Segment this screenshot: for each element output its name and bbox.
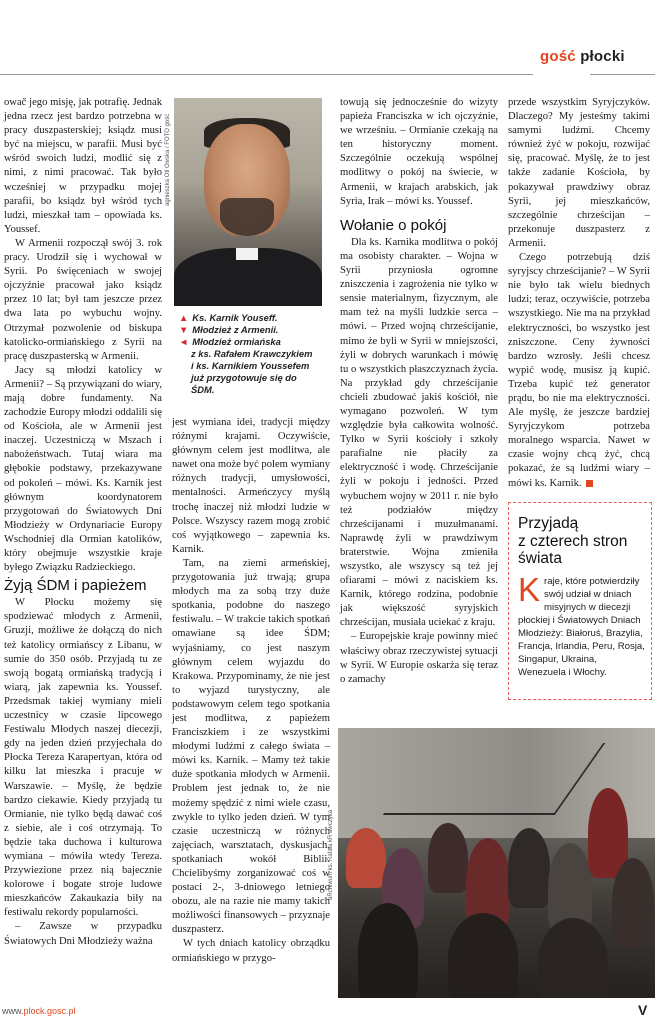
section-heading-sdm: Żyją ŚDM i papieżem: [4, 577, 147, 595]
photo2-person: [358, 903, 418, 998]
photo2-person: [346, 828, 386, 888]
arrow-down-icon: ▼: [179, 324, 189, 335]
photo-caption: [179, 312, 324, 396]
magazine-logo: [540, 48, 625, 65]
col1-paragraph: W Armenii rozpoczął swój 3. rok pracy. Urodził się i wychował w Syrii. Po święceniach w swojej ojczyźnie pracował jako ksiądz przez 10 lat; był tam jeszcze przez dwa lata po wybuchu wojny. Otrzymał pozwolenie od biskupa katolicko-ormiańskiego z Syrii na pracę duszpasterską w Armenii.: [4, 237, 162, 362]
col3-paragraph: Dla ks. Karnika modlitwa o pokój ma osobisty charakter. – Wojna w Syrii przyniosła ogromne zniszczenia i zagrożenia nie tylko w sensie materialnym, fizycznym, ale mam też na myśli ludzkie serca – mówi. – Przed wojną chrześcijanie, mimo że byli w Syrii w mniejszości, żyli w dobrych warunkach i mówię tu o wszystkich płaszczyznach życia. Na przykład gdy chrześcijanie chcieli zbudować jakiś kościół, nie wymagano pozwoleń. W tym względzie była całkowita wolność. Tylko w Syrii kościoły i szkoły parafialne nie płaciły za elektryczność i wodę. Chrześcijanie żyli w pokoju i jedności. Przed wybuchem wojny w 2011 r. nie było też podziałów między chrześcijanami i muzułmanami. Naprawdę żyli w prawdziwym braterstwie. Wojna zmieniła wszystko, ale wszyscy są też jej ofiarami – mówi z naciskiem ks. Karnik, którego rodzina, podobnie jak większość syryjskich chrześcijan, musiała uciekać z kraju.: [340, 236, 498, 629]
photo2-person: [428, 823, 468, 893]
caption-line: ŚDM.: [191, 384, 215, 395]
caption-line: i ks. Karnikiem Youssefem: [191, 360, 310, 371]
caption-line: z ks. Rafałem Krawczykiem: [191, 348, 313, 359]
col3-paragraph: towują się jednocześnie do wizyty papieża Franciszka w ich ojczyźnie, we wrześniu. – Ormianie czekają na ten historyczny moment. Szczególnie oczekują wspólnej modlitwy o pokój na świecie, w Armenii, w krajach arabskich, jak Syria, Irak – mówi ks. Youssef.: [340, 97, 498, 207]
photo-collar: [236, 248, 258, 260]
col4-paragraph: Czego potrzebują dziś syryjscy chrześcijanie? – W Syrii nie było tak wielu biednych ludzi; teraz, oczywiście, potrzeba wszystkiego. Nie ma na przykład elektryczności, bo wszystko jest zniszczone. Ceny żywności bardzo wzrosły. Jeśli chcesz wypić wodę, musisz ją kupić. Trzeba kupić też generator prądu, bo nie ma elektryczności. Ale myślę, że jeszcze bardziej Syryjczykom potrzeba moralnego wsparcia. Nawet w czasie wojny chcą żyć, chcą pokazać, że są ludźmi wiary – mówi ks. Karnik.: [508, 252, 650, 489]
page-number: V: [638, 1002, 648, 1018]
article-column-3: [340, 96, 498, 687]
article-column-4: [508, 96, 650, 491]
group-photo-armenian-youth: [338, 728, 655, 998]
header-rule-right: [590, 74, 655, 75]
article-column-1: [4, 96, 162, 949]
logo-edition: płocki: [580, 48, 625, 65]
article-column-2: [172, 416, 330, 966]
caption-line: ▼ Młodzież z Armenii.: [179, 324, 279, 335]
section-heading-peace: Wołanie o pokój: [340, 216, 447, 234]
arrow-up-icon: ▲: [179, 312, 189, 323]
box-text: Kraje, które potwierdziły swój udział w dniach misyjnych w diecezji płockiej i Światowych Dniach Młodzieży: Białoruś, Brazylia, Francja, Irlandia, Peru, Rosja, Singapur, Ukraina, Wenezuela i Włochy.: [518, 571, 645, 678]
col1-paragraph: – Zawsze w przypadku Światowych Dni Młodzieży ważna: [4, 921, 162, 947]
caption-line: ▲ Ks. Karnik Youseff.: [179, 312, 278, 323]
col1-paragraph: Jacy są młodzi katolicy w Armenii? – Są przywiązani do wiary, mają dobre fundamenty. Na zachodzie Europy młodzi oddalili się od Kościoła, ale w Armenii jest inaczej. Uczestniczą w Mszach i nabożeństwach. Tutaj wiara ma głębokie podstawy, przekazywane od pokoleń – mówi. Ks. Karnik jest głównym koordynatorem przygotowań do Światowych Dni Młodzieży w Ordynariacie Europy Wschodniej dla Ormian katolików, który obejmuje wszystkie kraje byłego Związku Radzieckiego.: [4, 364, 162, 574]
col2-paragraph: W tych dniach katolicy obrządku ormiańskiego w przygo-: [172, 938, 330, 964]
end-mark-icon: [586, 480, 593, 487]
photo2-credit: aRchiwum ks. Rafała kR awczyka: [328, 809, 334, 900]
sidebar-box-countries: [508, 502, 652, 700]
box-title: Przyjadą z czterech stron świata: [518, 515, 628, 567]
caption-line: ◄ Młodzież ormiańska: [179, 336, 281, 347]
col1-paragraph: owač jego misję, jak potrafię. Jednak jedna rzecz jest bardzo potrzebna w pracy duszpasterskiej; ksiądz musi być na miejscu, w parafii. Musi być wśród swoich ludzi, modlić się z nimi, z nimi pracować. Tak było wcześniej w przypadku mojej parafii, bo ksiądz był wśród tych ludzi, mieszkał tam – opowiada ks. Youssef.: [4, 97, 162, 235]
photo2-person: [448, 913, 518, 998]
drop-cap: K: [518, 571, 541, 608]
photo1-credit: agnieszka Otł Owska / FOTO gość: [165, 113, 171, 206]
arrow-left-icon: ◄: [179, 336, 189, 347]
col3-paragraph: – Europejskie kraje powinny mieć właściwy obraz rzeczywistej sytuacji w Syrii. W Europie oskarża się teraz o zamachy: [340, 631, 498, 685]
photo2-person: [612, 858, 654, 948]
logo-brand: gość: [540, 48, 576, 65]
photo2-person: [538, 918, 608, 998]
col2-paragraph: jest wymiana idei, tradycji między różnymi krajami. Oczywiście, głównym celem jest modlitwa, ale nawet ona może być polem wymiany różnych tradycji, umysłowości, mentalności. Armeńczycy myślą trochę inaczej niż młodzi ludzie w Polsce. Wszyscy razem mogą zrobić coś wyjątkowego – zapewnia ks. Karnik.: [172, 417, 330, 555]
col2-paragraph: Tam, na ziemi armeńskiej, przygotowania już trwają; grupa młodych ma za sobą trzy duże spotkania, podobne do naszego festiwalu. – W trakcie takich spotkań omawiane są idee ŚDM; wyjaśniamy, co jest naszym głównym celem wyjazdu do Krakowa. Przypominamy, że nie jest to wyjazd turystyczny, ale podstawowym celem tego spotkania jest modlitwa, z papieżem Franciszkiem i ze wszystkimi młodymi ludźmi z całego świata – mówi ks. Karnik. – Mamy też takie duże spotkania młodych w Armenii. Problem jest jednak to, że nie możemy spędzić z nimi wiele czasu, zwykle to tylko jeden dzień. W tym czasie uczestniczą w różnych zajęciach, warsztatach, dyskusjach, spotkaniach wokół Biblii. Chcielibyśmy zorganizować coś w postaci 2-, 3-dniowego letniego obozu, ale na razie nie mamy takich możliwości finansowych – przyznaje duszpasterz.: [172, 557, 330, 936]
photo-beard: [220, 198, 274, 236]
footer-url[interactable]: www.plock.gosc.pl: [2, 1006, 76, 1016]
photo2-person: [508, 828, 550, 908]
col4-paragraph: przede wszystkim Syryjczyków. Dlaczego? My jesteśmy takimi samymi ludźmi. Chcemy również żyć w pokoju, rozwijać się, pracować. Myślę, że to jest także zadanie Kościoła, by pokazywał prawdziwy obraz Syrii, jej mieszkańców, szczególnie chrześcijan – przekonuje duszpasterz z Armenii.: [508, 97, 650, 249]
portrait-photo-karnik: [174, 98, 322, 306]
caption-line: już przygotowuje się do: [191, 372, 297, 383]
header-rule: [0, 74, 533, 75]
col1-paragraph: W Płocku możemy się spodziewać młodych z Armenii, Gruzji, możliwe że dołączą do nich też katolicy ormiańscy z Libanu, w sumie do 350 osób. Przyjadą tu ze swoją bogatą ormiańską tradycją i wiarą, jak zapewnia ks. Youssef. Przedsmak takiej wymiany mieli uczestnicy w czasie lipcowego Festiwalu Młodych naszej diecezji, gdy na jeden dzień przyjechała do Płocka Tereza Karapertyan, która od kilku lat mieszka i pracuje w Warszawie. – Myślę, że będzie bardzo ciekawie. Kiedy przyjadą tu Ormianie, nie tylko będą dawać coś z siebie, ale i coś otrzymają. To będzie taka duchowa i kulturowa wymiana – mówiła wtedy Tereza. Przywiezione przez nią bajecznie kolorowe i bogate stroje ludowe mieszkańców Zakaukazia biły na festiwalu rekordy popularności.: [4, 597, 162, 919]
